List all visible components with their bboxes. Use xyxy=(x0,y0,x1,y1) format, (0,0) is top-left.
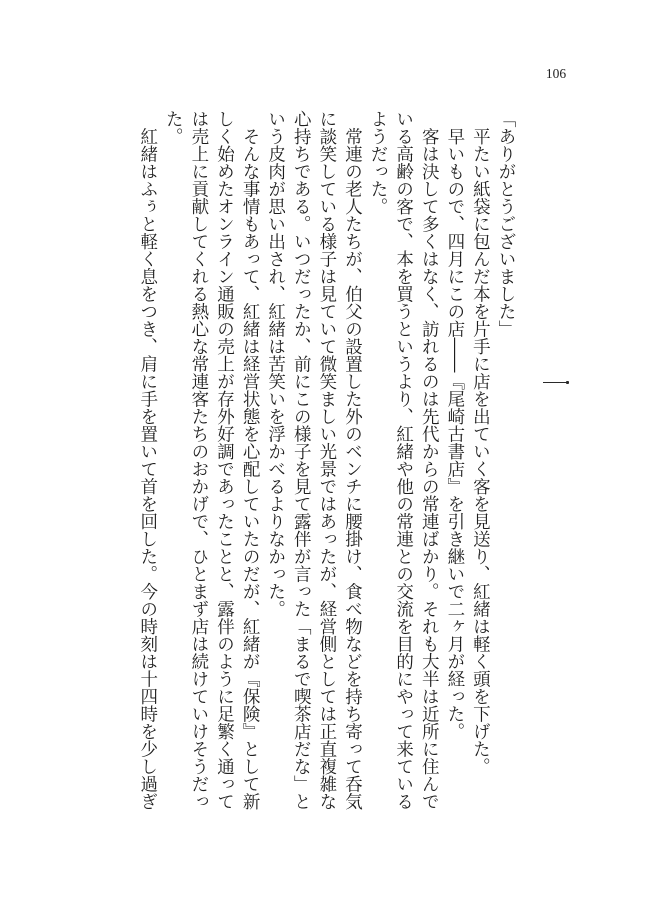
vertical-text-body xyxy=(134,110,518,810)
text-line: 平たい紙袋に包んだ本を片手に店を出ていく客を見送り、紅緒は軽く頭を下げた。 xyxy=(470,110,491,775)
text-line: に談笑している様子は見ていて微笑ましい光景ではあったが、経営側としては正直複雑な xyxy=(316,110,337,810)
text-line: 紅緒はふぅと軽く息をつき、肩に手を置いて首を回した。今の時刻は十四時を少し過ぎ xyxy=(137,110,158,810)
text-line: 「ありがとうございました」 xyxy=(496,110,516,338)
text-line: 常連の老人たちが、伯父の設置した外のベンチに腰掛け、食べ物などを持ち寄って呑気 xyxy=(342,110,363,810)
text-line: は売上に貢献してくれる熱心な常連客たちのおかげで、ひとまず店は続けていけそうだっ xyxy=(188,110,209,810)
text-line: そんな事情もあって、紅緒は経営状態を心配していたのだが、紅緒が『保険』として新 xyxy=(240,110,261,810)
text-line: いる高齢の客で、本を買うというより、紅緒や他の常連との交流を目的にやって来ている xyxy=(393,110,414,810)
text-line: 客は決して多くはなく、訪れるのは先代からの常連ばかり。それも大半は近所に住んで xyxy=(419,110,440,810)
text-line: ようだった。 xyxy=(368,110,389,215)
chapter-heading xyxy=(543,370,569,394)
paragraph xyxy=(467,110,493,810)
text-line: 早いもので、四月にこの店――『尾崎古書店』を引き継いで二ヶ月が経った。 xyxy=(444,110,465,740)
text-line: 心持ちである。いつだったか、前にこの様子を見て露伴が言った「まるで喫茶店だな」と xyxy=(291,110,312,810)
paragraph xyxy=(441,110,467,810)
paragraph xyxy=(134,110,160,810)
text-line: た。 xyxy=(163,110,184,145)
paragraph xyxy=(160,110,262,810)
paragraph xyxy=(262,110,364,810)
paragraph xyxy=(364,110,441,810)
text-line: しく始めたオンライン通販の売上が存外好調であったことと、露伴のように足繁く通って xyxy=(214,110,235,810)
text-line: いう皮肉が思い出され、紅緒は苦笑いを浮かべるよりなかった。 xyxy=(265,110,286,618)
page-number: 106 xyxy=(545,66,567,81)
paragraph-dialogue xyxy=(492,110,518,810)
chapter-number xyxy=(543,370,569,394)
